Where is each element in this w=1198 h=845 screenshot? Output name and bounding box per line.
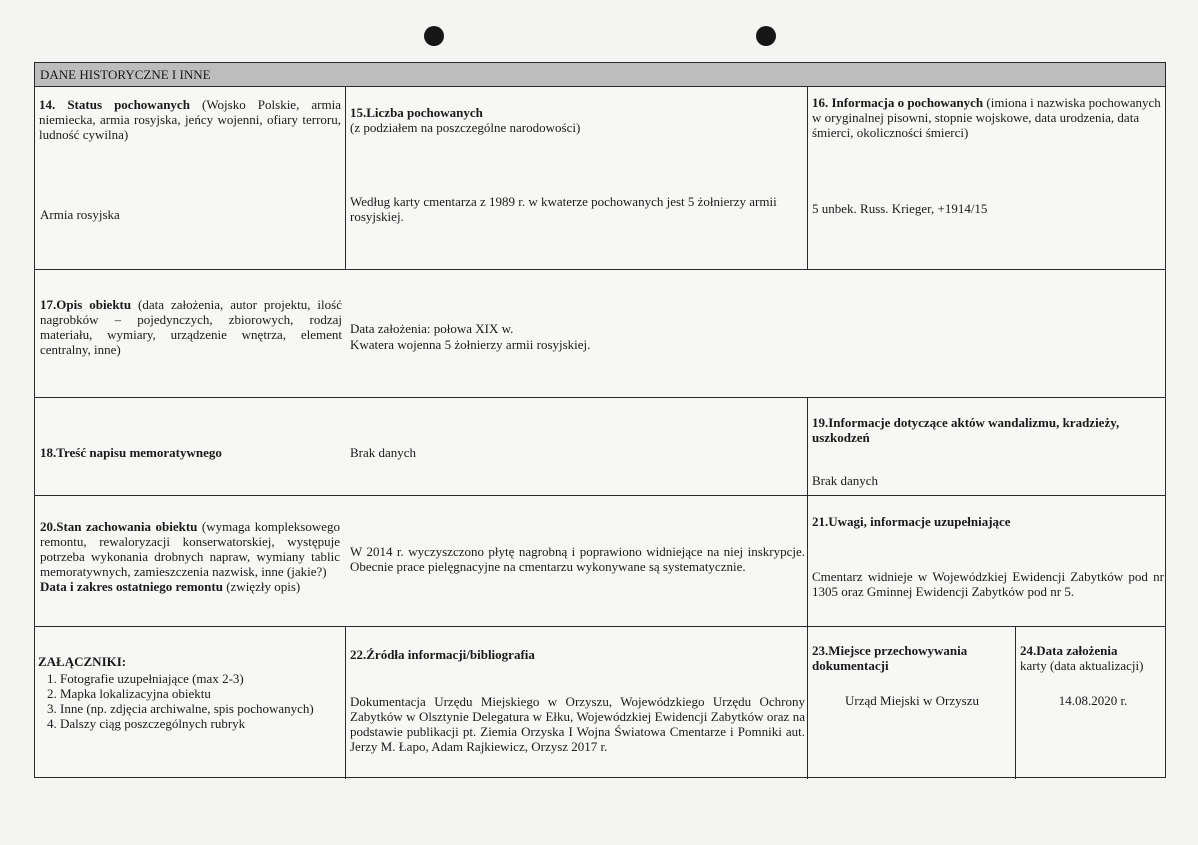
field-24-value: 14.08.2020 r. [1058, 693, 1128, 708]
field-17-desc: (data założenia, autor projektu, ilość nagrobków – pojedynczych, zbiorowych, rodzaj materiału, wymiary, urządzenie wnętrza, element centralny, inne) [40, 297, 342, 357]
row-divider [35, 397, 1165, 398]
field-24-desc: karty (data aktualizacji) [1020, 658, 1144, 673]
field-21-label [812, 514, 1164, 529]
field-23-value: Urząd Miejski w Orzyszu [845, 693, 979, 708]
field-20-label [40, 519, 340, 594]
field-15-desc: (z podziałem na poszczególne narodowości) [350, 120, 581, 135]
field-19-title: 19.Informacje dotyczące aktów wandalizmu, kradzieży, uszkodzeń [812, 415, 1120, 445]
field-14-label [35, 93, 345, 146]
attachments-section [38, 654, 338, 731]
field-18-value: Brak danych [350, 445, 417, 460]
field-19-label [812, 415, 1164, 445]
field-16-title: 16. Informacja o pochowanych [812, 95, 984, 110]
field-21-title: 21.Uwagi, informacje uzupełniające [812, 514, 1011, 529]
field-20-value: W 2014 r. wyczyszczono płytę nagrobną i poprawiono widniejące na niej inskrypcje. Obecnie prace pielęgnacyjne na cmentarzu wykonywane są systematycznie. [350, 544, 805, 574]
attachment-item: 4. Dalszy ciąg poszczególnych rubryk [60, 716, 338, 731]
column-divider [807, 397, 808, 779]
field-21-value: Cmentarz widnieje w Wojewódzkiej Ewidencji Zabytków pod nr 1305 oraz Gminnej Ewidencji Zabytków pod nr 5. [812, 569, 1164, 599]
attachments-list [38, 671, 338, 731]
punch-hole-right [756, 26, 776, 46]
field-20-title: 20.Stan zachowania obiektu [40, 519, 198, 534]
row-divider [35, 269, 1165, 270]
field-18-label [40, 445, 340, 460]
field-23-title: 23.Miejsce przechowywania dokumentacji [812, 643, 968, 673]
field-14-value: Armia rosyjska [40, 207, 120, 222]
attachment-item: 1. Fotografie uzupełniające (max 2-3) [60, 671, 338, 686]
column-divider [807, 87, 808, 269]
field-16-desc: (imiona i nazwiska pochowanych w oryginalnej pisowni, stopnie wojskowe, data urodzenia, data śmierci, okoliczności śmierci) [812, 95, 1161, 140]
field-18-title: 18.Treść napisu memoratywnego [40, 445, 222, 460]
column-divider [345, 626, 346, 779]
column-divider [1015, 626, 1016, 779]
field-16-value: 5 unbek. Russ. Krieger, +1914/15 [812, 201, 988, 216]
field-15-label [350, 105, 805, 135]
field-17-value-line2: Kwatera wojenna 5 żołnierzy armii rosyjskiej. [350, 337, 591, 352]
field-17-title: 17.Opis obiektu [40, 297, 132, 312]
field-22-label [350, 647, 805, 662]
field-17-label [40, 297, 342, 357]
historical-data-table [34, 62, 1166, 778]
field-20-title2: Data i zakres ostatniego remontu [40, 579, 223, 594]
field-17-value-line1: Data założenia: połowa XIX w. [350, 321, 514, 336]
attachments-title: ZAŁĄCZNIKI: [38, 654, 127, 669]
field-15-value: Według karty cmentarza z 1989 r. w kwaterze pochowanych jest 5 żołnierzy armii rosyjskiej. [350, 194, 777, 224]
field-19-value: Brak danych [812, 473, 879, 488]
section-header: DANE HISTORYCZNE I INNE [35, 63, 1165, 87]
punch-hole-left [424, 26, 444, 46]
field-24-label [1020, 643, 1166, 673]
field-22-title: 22.Źródła informacji/bibliografia [350, 647, 535, 662]
attachment-item: 2. Mapka lokalizacyjna obiektu [60, 686, 338, 701]
field-15-title: 15.Liczba pochowanych [350, 105, 483, 120]
field-22-value: Dokumentacja Urzędu Miejskiego w Orzyszu, Wojewódzkiego Urzędu Ochrony Zabytków w Olsztynie Delegatura w Ełku, Wojewódzkiej Ewidencji Zabytków oraz na podstawie publikacji pt. Ziemia Orzyska I Wojna Światowa Cmentarze i Pomniki aut. Jerzy M. Łapo, Adam Rajkiewicz, Orzysz 2017 r. [350, 694, 805, 754]
field-14-desc: (Wojsko Polskie, armia niemiecka, armia rosyjska, jeńcy wojenni, ofiary terroru, ludność cywilna) [39, 97, 341, 142]
field-16-label [812, 95, 1164, 140]
row-divider [35, 495, 1165, 496]
attachment-item: 3. Inne (np. zdjęcia archiwalne, spis pochowanych) [60, 701, 338, 716]
field-23-label [812, 643, 1012, 673]
field-14-title: 14. Status pochowanych [39, 97, 190, 112]
row-divider [35, 626, 1165, 627]
column-divider [345, 87, 346, 269]
field-24-title: 24.Data założenia [1020, 643, 1118, 658]
field-20-desc2: (zwięzły opis) [222, 579, 301, 594]
field-20-desc: (wymaga kompleksowego remontu, rewaloryzacji konserwatorskiej, występuje potrzeba wykonania drobnych napraw, wymiany tablic memoratywnych, zamieszczenia nazwisk, inne (jakie?) [40, 519, 340, 579]
